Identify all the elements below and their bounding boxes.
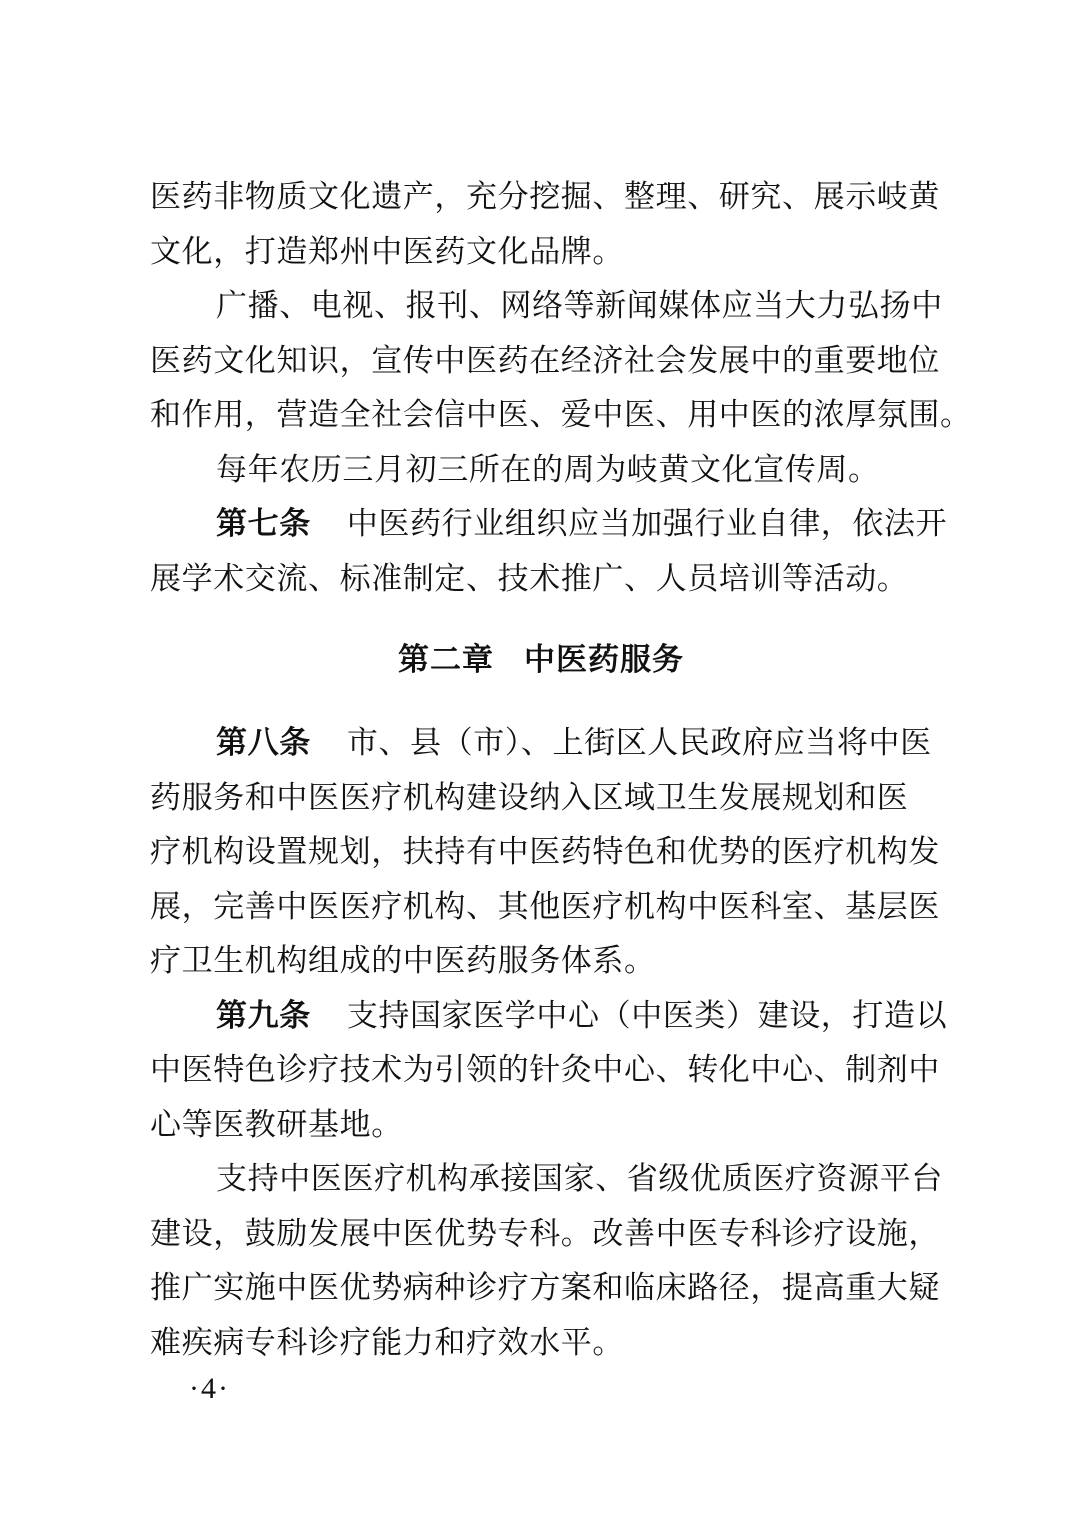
text-line: 建设，鼓励发展中医优势专科。改善中医专科诊疗设施，	[150, 1215, 940, 1252]
text-line: 推广实施中医优势病种诊疗方案和临床路径，提高重大疑	[150, 1270, 940, 1306]
text-line: 文化，打造郑州中医药文化品牌。	[150, 233, 624, 270]
text-line: 和作用，营造全社会信中医、爱中医、用中医的浓厚氛围。	[150, 397, 972, 433]
text-line: 疗机构设置规划，扶持有中医药特色和优势的医疗机构发	[150, 834, 940, 870]
text-line: 疗卫生机构组成的中医药服务体系。	[150, 943, 656, 979]
text-line: 展，完善中医医疗机构、其他医疗机构中医科室、基层医	[150, 888, 940, 925]
text-line: 中医特色诊疗技术为引领的针灸中心、转化中心、制剂中	[150, 1052, 940, 1088]
text-line: 支持中医医疗机构承接国家、省级优质医疗资源平台	[216, 1161, 943, 1197]
article-7-label: 第七条	[216, 506, 311, 542]
text-line: 每年农历三月初三所在的周为岐黄文化宣传周。	[216, 451, 880, 488]
text-line: 医药文化知识，宣传中医药在经济社会发展中的重要地位	[150, 342, 940, 379]
article-8-text: 市、县（市）、上街区人民政府应当将中医	[346, 725, 932, 761]
article-9-text: 支持国家医学中心（中医类）建设，打造以	[346, 997, 948, 1034]
text-line: 医药非物质文化遗产，充分挖掘、整理、研究、展示岐黄	[150, 179, 940, 215]
chapter-number: 第二章	[398, 642, 494, 678]
text-line: 药服务和中医医疗机构建设纳入区域卫生发展规划和医	[150, 779, 909, 816]
article-7	[150, 497, 948, 552]
article-8	[150, 716, 932, 771]
chapter-title: 中医药服务	[524, 642, 684, 678]
text-line: 心等医教研基地。	[150, 1106, 403, 1143]
document-body	[150, 170, 972, 1370]
text-line: 难疾病专科诊疗能力和疗效水平。	[150, 1324, 624, 1361]
article-9	[150, 989, 948, 1044]
text-line: 展学术交流、标准制定、技术推广、人员培训等活动。	[150, 560, 909, 597]
text-line: 广播、电视、报刊、网络等新闻媒体应当大力弘扬中	[216, 288, 943, 324]
article-7-text: 中医药行业组织应当加强行业自律，依法开	[346, 506, 948, 542]
chapter-heading	[150, 610, 932, 710]
page-number: ·4·	[189, 1372, 230, 1405]
article-8-label: 第八条	[216, 725, 311, 761]
article-9-label: 第九条	[216, 997, 311, 1034]
